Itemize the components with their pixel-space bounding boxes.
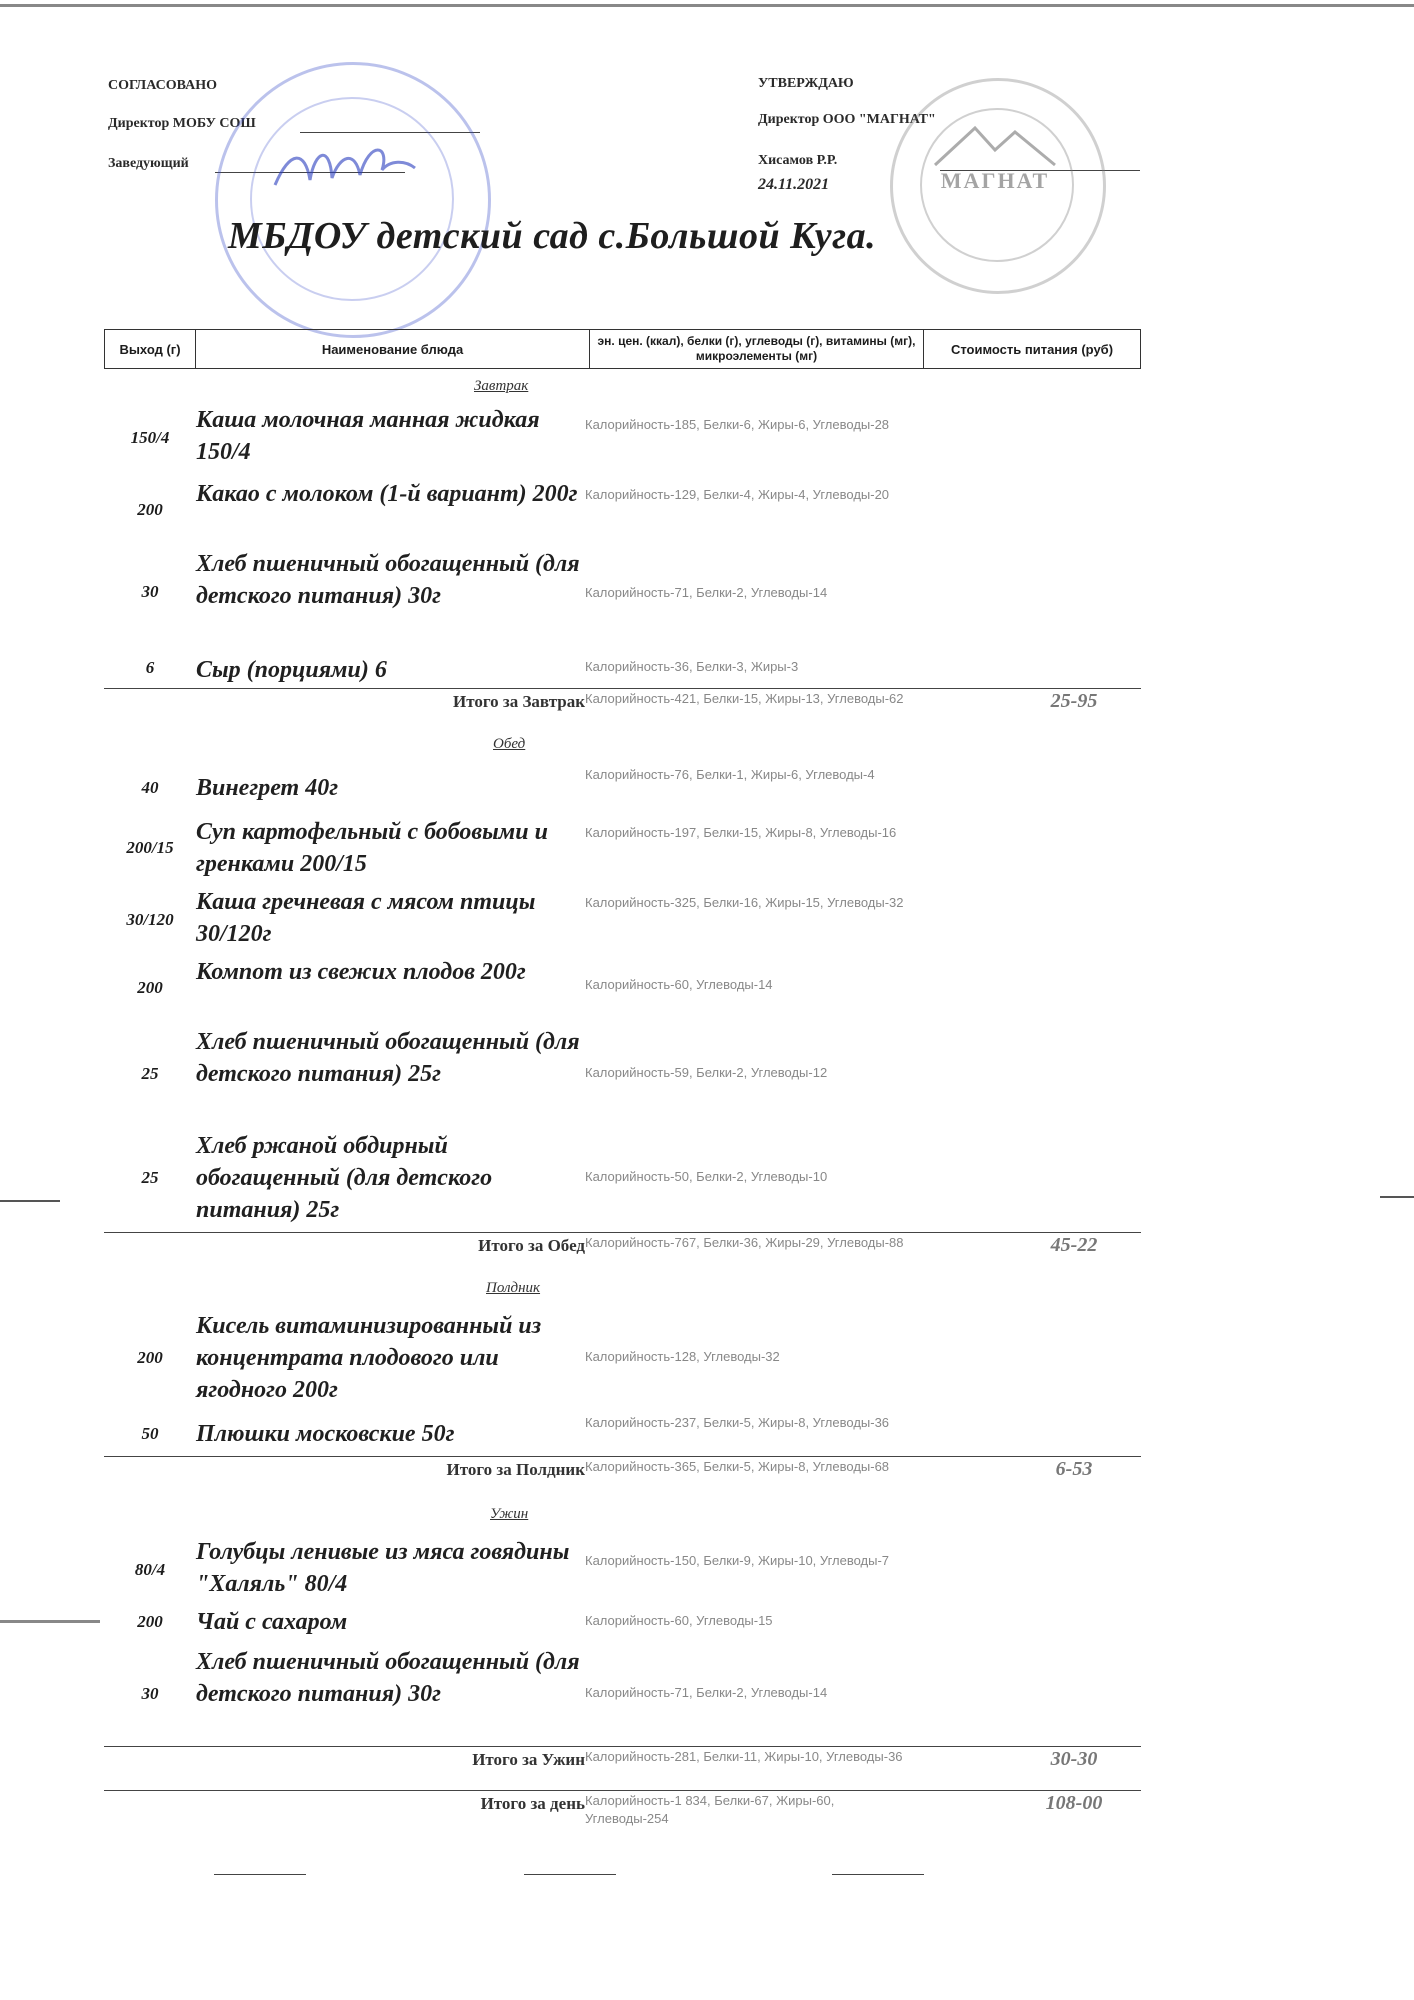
mountain-logo bbox=[930, 120, 1060, 170]
output-cell: 200 bbox=[137, 500, 163, 519]
output-cell: 30 bbox=[141, 582, 159, 601]
menu-row bbox=[104, 886, 1141, 950]
dish-name: Хлеб пшеничный обогащенный (для детского питания) 25г bbox=[196, 1029, 580, 1087]
section-title: Ужин bbox=[490, 1506, 529, 1522]
output-cell: 200 bbox=[137, 1348, 163, 1367]
menu-row bbox=[104, 548, 1141, 644]
scan-mark bbox=[1380, 1196, 1414, 1198]
menu-row bbox=[104, 1606, 1141, 1640]
section-total-row bbox=[104, 1748, 1141, 1788]
dish-name: Компот из свежих плодов 200г bbox=[196, 959, 526, 985]
scan-mark bbox=[0, 1620, 100, 1623]
menu-row bbox=[104, 1026, 1141, 1126]
section-total-label: Итого за Полдник bbox=[446, 1460, 585, 1479]
dish-name: Сыр (порциями) 6 bbox=[196, 657, 387, 683]
output-cell: 150/4 bbox=[130, 428, 170, 447]
day-total-label: Итого за день bbox=[480, 1794, 585, 1813]
dish-name: Голубцы ленивые из мяса говядины "Халяль" 80/4 bbox=[196, 1539, 570, 1597]
nutrition-cell: Калорийность-71, Белки-2, Углеводы-14 bbox=[585, 585, 828, 600]
menu-row bbox=[104, 766, 1141, 810]
output-cell: 50 bbox=[141, 1424, 159, 1443]
nutrition-cell: Калорийность-197, Белки-15, Жиры-8, Углеводы-16 bbox=[585, 825, 897, 840]
nutrition-cell: Калорийность-128, Углеводы-32 bbox=[585, 1349, 780, 1364]
director-company: Директор ООО "МАГНАТ" bbox=[758, 112, 936, 127]
menu-row bbox=[104, 956, 1141, 1020]
section-total-cost: 25-95 bbox=[1050, 690, 1098, 712]
footer-signature-line bbox=[524, 1874, 616, 1875]
section-total-nutrition: Калорийность-365, Белки-5, Жиры-8, Углеводы-68 bbox=[585, 1459, 890, 1474]
menu-row bbox=[104, 1130, 1141, 1230]
dish-name: Кисель витаминизированный из концентрата плодового или ягодного 200г bbox=[196, 1313, 542, 1403]
section-total-nutrition: Калорийность-767, Белки-36, Жиры-29, Углеводы-88 bbox=[585, 1235, 904, 1250]
handwritten-signature bbox=[270, 130, 420, 200]
page-title: МБДОУ детский сад с.Большой Куга. bbox=[228, 215, 877, 257]
nutrition-cell: Калорийность-60, Углеводы-14 bbox=[585, 977, 773, 992]
dish-name: Каша молочная манная жидкая 150/4 bbox=[196, 407, 540, 465]
dish-name: Какао с молоком (1-й вариант) 200г bbox=[196, 481, 578, 507]
menu-row bbox=[104, 1414, 1141, 1454]
nutrition-cell: Калорийность-150, Белки-9, Жиры-10, Углеводы-7 bbox=[585, 1553, 890, 1568]
menu-row bbox=[104, 404, 1141, 468]
section-title: Полдник bbox=[486, 1280, 541, 1296]
nutrition-cell: Калорийность-36, Белки-3, Жиры-3 bbox=[585, 659, 799, 674]
nutrition-cell: Калорийность-76, Белки-1, Жиры-6, Углеводы-4 bbox=[585, 767, 875, 782]
col-dish-header: Наименование блюда bbox=[196, 330, 590, 369]
nutrition-cell: Калорийность-59, Белки-2, Углеводы-12 bbox=[585, 1065, 828, 1080]
nutrition-cell: Калорийность-60, Углеводы-15 bbox=[585, 1613, 773, 1628]
section-total-row bbox=[104, 1234, 1141, 1274]
menu-row bbox=[104, 654, 1141, 688]
output-cell: 25 bbox=[141, 1168, 159, 1187]
output-cell: 200/15 bbox=[126, 838, 174, 857]
director-name: Хисамов Р.Р. bbox=[758, 153, 838, 168]
nutrition-cell: Калорийность-129, Белки-4, Жиры-4, Углеводы-20 bbox=[585, 487, 890, 502]
output-cell: 80/4 bbox=[134, 1560, 166, 1579]
day-total-nutrition: Калорийность-1 834, Белки-67, Жиры-60, Углеводы-254 bbox=[585, 1793, 835, 1826]
confirm-label: УТВЕРЖДАЮ bbox=[758, 76, 854, 91]
output-cell: 40 bbox=[141, 778, 159, 797]
head-label: Заведующий bbox=[108, 156, 189, 171]
scan-mark bbox=[0, 1200, 60, 1202]
nutrition-cell: Калорийность-50, Белки-2, Углеводы-10 bbox=[585, 1169, 828, 1184]
section-total-nutrition: Калорийность-281, Белки-11, Жиры-10, Углеводы-36 bbox=[585, 1749, 903, 1764]
dish-name: Суп картофельный с бобовыми и гренками 200/15 bbox=[196, 819, 548, 877]
menu-row bbox=[104, 816, 1141, 880]
section-total-label: Итого за Завтрак bbox=[452, 692, 585, 711]
col-cost-header: Стоимость питания (руб) bbox=[924, 330, 1141, 369]
nutrition-cell: Калорийность-237, Белки-5, Жиры-8, Углеводы-36 bbox=[585, 1415, 890, 1430]
director-label: Директор МОБУ СОШ bbox=[108, 116, 256, 131]
section-rule bbox=[104, 1456, 1141, 1457]
nutrition-cell: Калорийность-325, Белки-16, Жиры-15, Углеводы-32 bbox=[585, 895, 904, 910]
approved-label: СОГЛАСОВАНО bbox=[108, 78, 217, 93]
output-cell: 25 bbox=[141, 1064, 159, 1083]
approval-date: 24.11.2021 bbox=[758, 176, 830, 193]
output-cell: 30 bbox=[141, 1684, 159, 1703]
section-total-label: Итого за Обед bbox=[478, 1236, 585, 1255]
col-nutrition-header: эн. цен. (ккал), белки (г), углеводы (г), витамины (мг), микроэлементы (мг) bbox=[590, 330, 924, 369]
section-total-nutrition: Калорийность-421, Белки-15, Жиры-13, Углеводы-62 bbox=[585, 691, 904, 706]
section-total-label: Итого за Ужин bbox=[472, 1750, 585, 1769]
dish-name: Чай с сахаром bbox=[196, 1609, 348, 1635]
dish-name: Плюшки московские 50г bbox=[196, 1421, 455, 1447]
seal-text: МАГНАТ bbox=[940, 168, 1050, 193]
output-cell: 6 bbox=[145, 658, 155, 677]
dish-name: Хлеб пшеничный обогащенный (для детского питания) 30г bbox=[196, 551, 580, 609]
section-total-cost: 6-53 bbox=[1055, 1458, 1093, 1480]
output-cell: 200 bbox=[137, 978, 163, 997]
dish-name: Винегрет 40г bbox=[196, 775, 339, 801]
nutrition-cell: Калорийность-71, Белки-2, Углеводы-14 bbox=[585, 1685, 828, 1700]
section-title: Завтрак bbox=[474, 378, 529, 394]
output-cell: 30/120 bbox=[126, 910, 174, 929]
menu-row bbox=[104, 1536, 1141, 1600]
day-total-rule bbox=[104, 1790, 1141, 1791]
menu-row bbox=[104, 1646, 1141, 1746]
section-total-cost: 45-22 bbox=[1050, 1234, 1098, 1256]
scan-edge bbox=[0, 4, 1414, 7]
menu-row bbox=[104, 478, 1141, 542]
footer-signature-line bbox=[832, 1874, 924, 1875]
day-total-cost: 108-00 bbox=[1045, 1792, 1103, 1814]
day-total-row bbox=[104, 1792, 1141, 1832]
col-output-header: Выход (г) bbox=[105, 330, 196, 369]
dish-name: Хлеб ржаной обдирный обогащенный (для детского питания) 25г bbox=[196, 1133, 493, 1223]
section-total-row bbox=[104, 690, 1141, 730]
output-cell: 200 bbox=[137, 1612, 163, 1631]
footer-signature-line bbox=[214, 1874, 306, 1875]
menu-table-header bbox=[104, 329, 1141, 369]
section-rule bbox=[104, 1746, 1141, 1747]
section-rule bbox=[104, 1232, 1141, 1233]
nutrition-cell: Калорийность-185, Белки-6, Жиры-6, Углеводы-28 bbox=[585, 417, 890, 432]
section-title: Обед bbox=[493, 736, 526, 752]
menu-row bbox=[104, 1310, 1141, 1410]
dish-name: Каша гречневая с мясом птицы 30/120г bbox=[196, 889, 536, 947]
section-total-row bbox=[104, 1458, 1141, 1498]
section-total-cost: 30-30 bbox=[1050, 1748, 1098, 1770]
dish-name: Хлеб пшеничный обогащенный (для детского питания) 30г bbox=[196, 1649, 580, 1707]
section-rule bbox=[104, 688, 1141, 689]
